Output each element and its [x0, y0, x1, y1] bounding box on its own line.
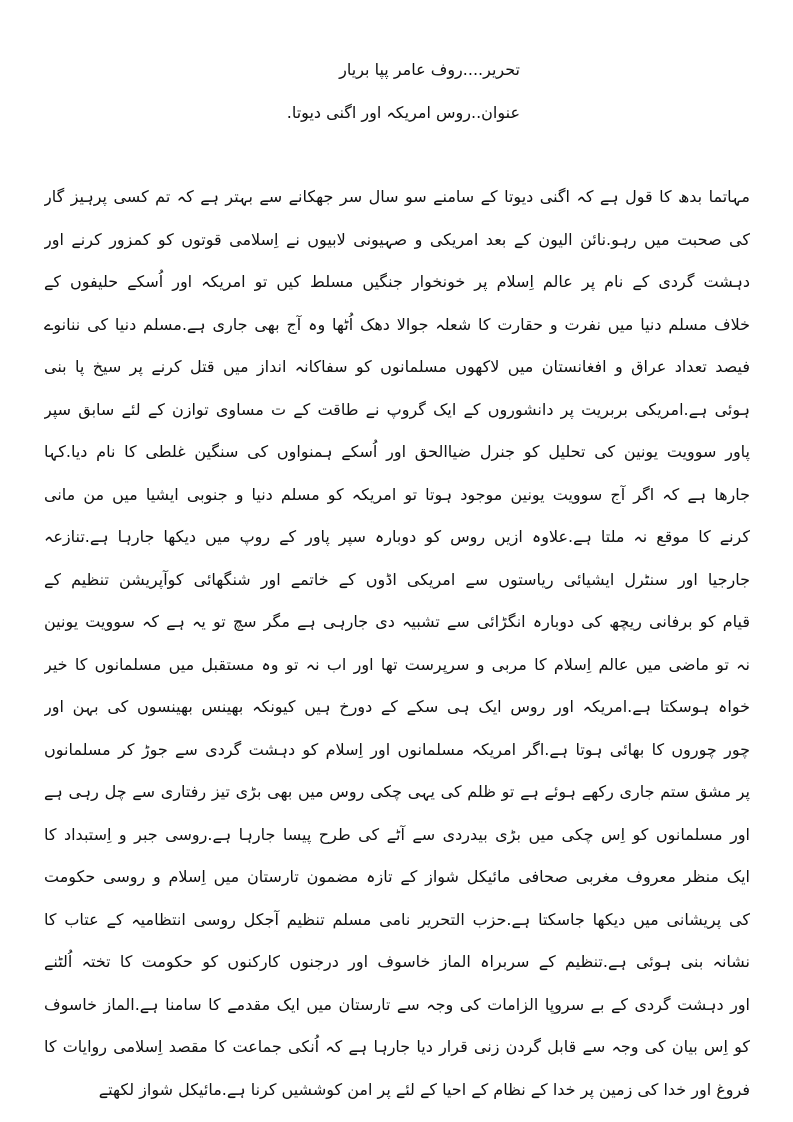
article-body — [44, 176, 750, 1111]
body-line: ایک منظر معروف مغربی صحافی مائیکل شواز کے تازہ مضمون تارستان میں اِسلام و روسی حکومت — [44, 867, 750, 886]
body-line: نشانہ بنی ہوئی ہے.تنظیم کے سربراہ الماز خاسوف اور درجنوں کارکنوں کو حکومت کا تختہ اُلٹنے — [44, 952, 750, 971]
body-line: خواہ ہوسکتا ہے.امریکہ اور روس ایک ہی سکے کے دورخ ہیں کیونکہ بھینس بھینسوں کی بہن اور — [44, 697, 750, 716]
body-line: فروغ اور خدا کی زمین پر خدا کے نظام کے احیا کے لئے پر امن کوششیں کرنا ہے.مائیکل شواز لکھتے — [98, 1079, 750, 1099]
body-line: کرنے کا موقع نہ ملتا ہے.علاوہ ازیں روس کو دوبارہ سپر پاور کے روپ میں دیکھا جارہا ہے.تنازعہ — [44, 527, 750, 546]
body-line: چور چوروں کا بھائی ہوتا ہے.اگر امریکہ مسلمانوں اور اِسلام کو دہشت گردی سے جوڑ کر مسلمانوں — [44, 739, 750, 759]
body-line: اور دہشت گردی کے بے سروپا الزامات کی وجہ سے تارستان میں ایک مقدمے کا سامنا ہے.الماز خاسوف — [44, 994, 750, 1014]
body-line: کی پریشانی میں دیکھا جاسکتا ہے.حزب التحریر نامی مسلم تنظیم آجکل روسی انتظامیہ کے عتاب کا — [44, 909, 750, 929]
body-line: مہاتما بدھ کا قول ہے کہ اگنی دیوتا کے سامنے سو سال سر جھکانے سے بہتر ہے کہ تم کسی پرہیز گار — [44, 187, 750, 206]
author-line: تحریر....روف عامر پپا بریار — [339, 60, 520, 79]
article-title: عنوان..روس امریکہ اور اگنی دیوتا. — [286, 103, 520, 122]
body-line: ہوئی ہے.امریکی بربریت پر دانشوروں کے ایک گروپ نے طاقت کے ت مساوی توازن کے لئے سابق سپر — [44, 399, 750, 419]
body-line: پاور سوویت یونین کی تحلیل کو جنرل ضیاالحق اور اُسکے ہمنواوں کی سنگین غلطی کا نام دیا.کہا — [44, 442, 750, 461]
body-line: نہ تو ماضی میں عالم اِسلام کا مربی و سرپرست تھا اور اب نہ تو وہ مستقبل میں مسلمانوں کا خیر — [44, 654, 750, 674]
body-line: خلاف مسلم دنیا میں نفرت و حقارت کا شعلہ جوالا دھک اُٹھا وہ آج بھی جاری ہے.مسلم دنیا کی ننانوے — [44, 314, 750, 334]
body-line: دہشت گردی کے نام پر عالم اِسلام پر خونخوار جنگیں مسلط کیں تو امریکہ اور اُسکے حلیفوں کے — [44, 272, 750, 291]
body-line: فیصد تعداد عراق و افغانستان میں لاکھوں مسلمانوں کو سفاکانہ انداز میں قتل کرنے پر سیخ پا بنی — [44, 357, 750, 376]
body-line: پر مشق ستم جاری رکھے ہوئے ہے تو ظلم کی یہی چکی روس میں بھی بڑی تیز رفتاری سے چل رہی ہے — [44, 782, 750, 801]
body-line: اور مسلمانوں کو اِس چکی میں بڑی بیدردی سے آٹے کی طرح پیسا جارہا ہے.روسی جبر و اِستبداد کا — [44, 824, 750, 844]
body-line: کی صحبت میں رہو.نائن الیون کے بعد امریکی و صہیونی لابیوں نے اِسلامی قوتوں کو کمزور کرنے اور — [44, 229, 750, 249]
body-line: جارھا ہے کہ اگر آج سوویت یونین موجود ہوتا تو امریکہ کو مسلم دنیا و جنوبی ایشیا میں من مانی — [44, 484, 750, 504]
body-line: جارجیا اور سنٹرل ایشیائی ریاستوں سے امریکی اڈوں کے خاتمے اور شنگھائی کوآپریشن تنظیم کے — [44, 569, 750, 589]
body-line: قیام کو برفانی ریچھ کی دوبارہ انگڑائی سے تشبیہ دی جارہی ہے مگر سچ تو یہ ہے کہ سوویت یونین — [44, 612, 750, 631]
body-line: کو اِس بیان کی وجہ سے قابل گردن زنی قرار دیا جارہا ہے کہ اُنکی جماعت کا مقصد اِسلامی روایات کا — [44, 1037, 750, 1056]
